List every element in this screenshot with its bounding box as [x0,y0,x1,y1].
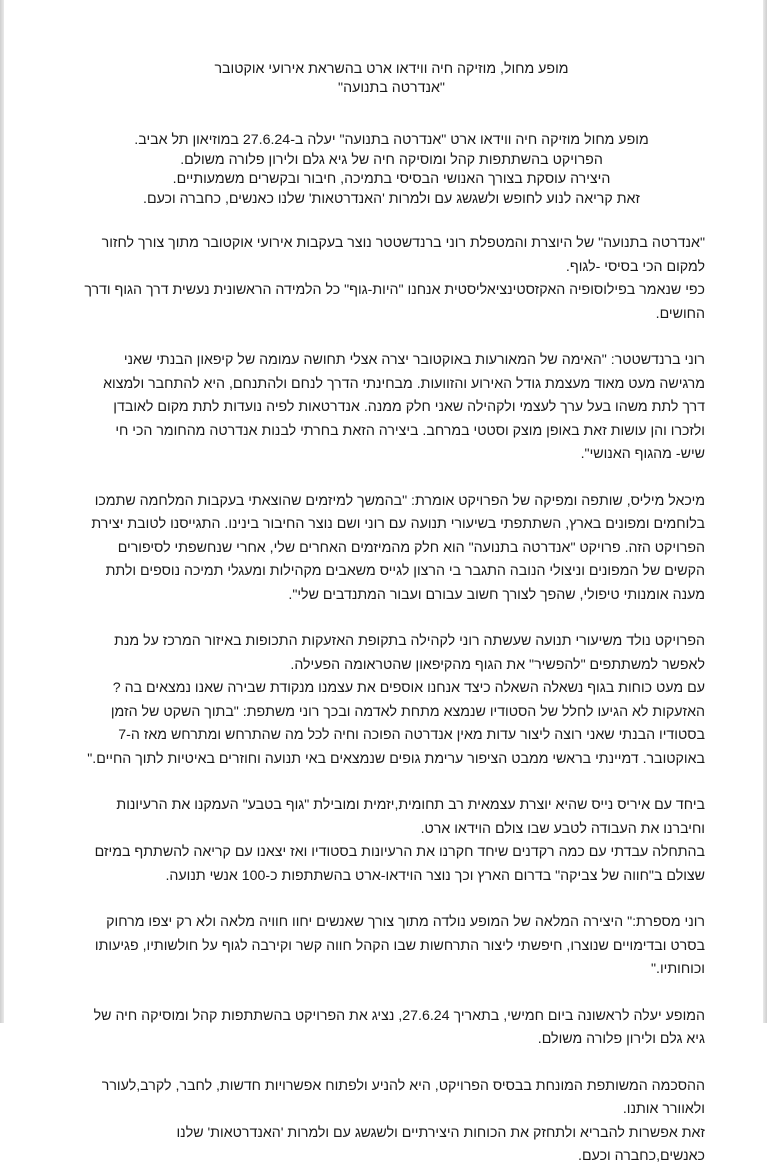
paragraph-closing [78,1075,705,1169]
paragraph-line: רוני מספרת:" היצירה המלאה של המופע נולדה מתוך צורך שאנשים יחוו חוויה מלאה ולא רק יצפו מרחוק [106,914,705,930]
paragraph-line: בלוחמים ומפונים בארץ, השתתפתי בשיעורי תנועה עם רוני ושם נוצר החיבור בינינו. התגייסנו לטובת יצירת [91,516,705,532]
paragraph-premiere [78,1005,705,1052]
title-line: "אנדרטה בתנועה" [338,80,445,96]
paragraph-line: "אנדרטה בתנועה" של היוצרת והמטפלת רוני ברנדשטטר נוצר בעקבות אירועי אוקטובר מתוך צורך לחזור [101,235,705,251]
document-title [78,60,705,98]
paragraph-line: מרגישה מעט מאוד מעצמת גודל האירוע והזוועות. מבחינתי הדרך לנחם ולהתנחם, היא להתחבר ולמצוא [103,375,705,392]
paragraph-line: ביחד עם איריס נייס שהיא יוצרת עצמאית רב תחומית,יזמית ומובילת "גוף בטבע" העמקנו את הרעיונות [116,797,705,813]
document-body [78,60,705,1169]
paragraph-line: למקום הכי בסיסי -לגוף. [565,258,705,275]
paragraph-line: החושים. [655,305,705,322]
paragraph-line: שיש- מהגוף האנושי". [580,446,705,462]
paragraph-line: ההסכמה המשותפת המונחת בבסיס הפרויקט, היא להניע ולפתוח אפשרויות חדשות, לחבר, לקרב,לעורר [101,1077,705,1094]
paragraph-line: לאפשר למשתתפים "להפשיר" את הגוף מהקיפאון שהטראומה הפעילה. [290,656,705,673]
document-page [4,0,763,1164]
paragraph-line: מענה אומנותי טיפולי, שהפך לצורך חשוב עבורם ועבור המתנדבים שלי". [288,586,705,603]
paragraph-michal-quote [78,490,705,608]
paragraph-line: בסטודיו הבנתי שאני רוצה ליצור עדות מאין אנדרטה הפוכה וחיה לכל מה שהתרחש ומתרחש מאז ה-7 [118,727,705,743]
page-edge-right [763,0,767,1023]
paragraph-line: מיכאל מיליס, שותפה ומפיקה של הפרויקט אומרת: "בהמשך למיזמים שהוצאתי בעקבות המלחמה שתמכו [94,492,705,509]
paragraph-line: רוני ברנדשטטר: "האימה של המאורעות באוקטובר יצרה אצלי תחושה עמומה של קיפאון הבנתי שאני [123,352,705,368]
paragraph-line: זאת אפשרות להבריא ולתחזק את הכוחות היצירתיים ולשגשג עם ולמרות 'האנדרטאות' שלנו [176,1124,705,1141]
paragraph-line: שצולם ב"חווה של צביקה" בדרום הארץ וכך נוצר הוידאו-ארט בהשתתפות כ-100 אנשי תנועה. [165,867,705,884]
paragraph-line: הפרויקט נולד משיעורי תנועה שעשתה רוני לקהילה בתקופת האזעקות התכופות באיזור המרכז על מנת [114,633,705,649]
paragraph-line: הקשים של המפונים וניצולי הנובה התגבר בי הרצון לגייס משאבים מקהילות ומעגלי תמיכה נוספים ולתת [105,563,705,579]
paragraph-line: בהתחלה עבדתי עם כמה רקדנים שיחד חקרנו את הרעיונות בסטודיו ואז יצאנו עם קריאה להשתתף במיזם [94,844,705,860]
intro-line: זאת קריאה לנוע לחופש ולשגשג עם ולמרות 'האנדרטאות' שלנו כאנשים, כחברה וכעם. [143,190,640,207]
paragraph-line: המופע יעלה לראשונה ביום חמישי, בתאריך 27.6.24, נציג את הפרויקט בהשתתפות קהל ומוסיקה חיה של [93,1007,705,1024]
title-line: מופע מחול, מוזיקה חיה ווידאו ארט בהשראת אירועי אוקטובר [214,61,569,77]
intro-line: היצירה עוסקת בצורך האנושי הבסיסי בתמיכה, חיבור ובקשרים משמעותיים. [172,171,611,187]
paragraph-line: וחיברנו את העבודה לטבע שבו צולם הוידאו ארט. [420,820,705,837]
paragraph-line: ולזכרו והן עושות זאת באופן מוצק וסטטי במרחב. ביצירה הזאת בחרתי לבנות אנדרטה מהחומר הכי חי [115,422,705,439]
paragraph-roni-quote [78,349,705,467]
paragraph-line: הפרויקט הזה. פרויקט "אנדרטה בתנועה" הוא חלק מהמיזמים האחרים שלי, אחרי שנחשפתי לסיפורים [117,539,705,556]
paragraph-line: גיא גלם ולירון פלורה משולם. [537,1031,705,1047]
paragraph-line: כפי שנאמר בפילוסופיה האקזסטינציאליסטית אנחנו "היות-גוף" כל הלמידה הראשונית נעשית דרך הגוף ודרך [84,282,705,298]
paragraph-line: וכוחותיו." [651,961,705,977]
intro-block [78,131,705,209]
paragraph-line: האזעקות לא הגיעו לחלל של הסטודיו שנמצא מתחת לאדמה ובכך רוני משתפת: "בתוך השקט של הזמן [110,703,705,720]
paragraph-line: בסרט ובדימויים שנוצרו, חיפשתי ליצור התרחשות שבו הקהל חווה קשר וקירבה לגוף על חולשותיו, פגיעותו [94,937,705,954]
paragraph-line: דרך לתת משהו בעל ערך לעצמי ולקהילה שאני חלק ממנה. אנדרטאות לפיה נועדות לתת מקום לאובדן [113,399,705,415]
paragraph-line: באוקטובר. דמיינתי בראשי ממבט הציפור ערימת גופים שנמצאים באי תנועה וחוזרים באיטיות לתוך החיים." [87,750,705,767]
paragraph-full-work [78,911,705,982]
paragraph-line: כאנשים,כחברה וכעם. [578,1148,705,1164]
paragraph-line: ולאוורר אותנו. [622,1101,705,1117]
paragraph-movement-classes [78,630,705,771]
paragraph-line: עם מעט כוחות בגוף נשאלה השאלה כיצד אנחנו אוספים את עצמנו מנקודת שבירה שאנו נמצאים בה ? [112,680,705,696]
paragraph-video-art [78,794,705,888]
intro-line: הפרויקט בהשתתפות קהל ומוסיקה חיה של גיא גלם ולירון פלורה משולם. [180,151,603,168]
paragraph-project-origin [78,232,705,326]
intro-line: מופע מחול מוזיקה חיה ווידאו ארט "אנדרטה בתנועה" יעלה ב-27.6.24 במוזיאון תל אביב. [134,132,649,148]
